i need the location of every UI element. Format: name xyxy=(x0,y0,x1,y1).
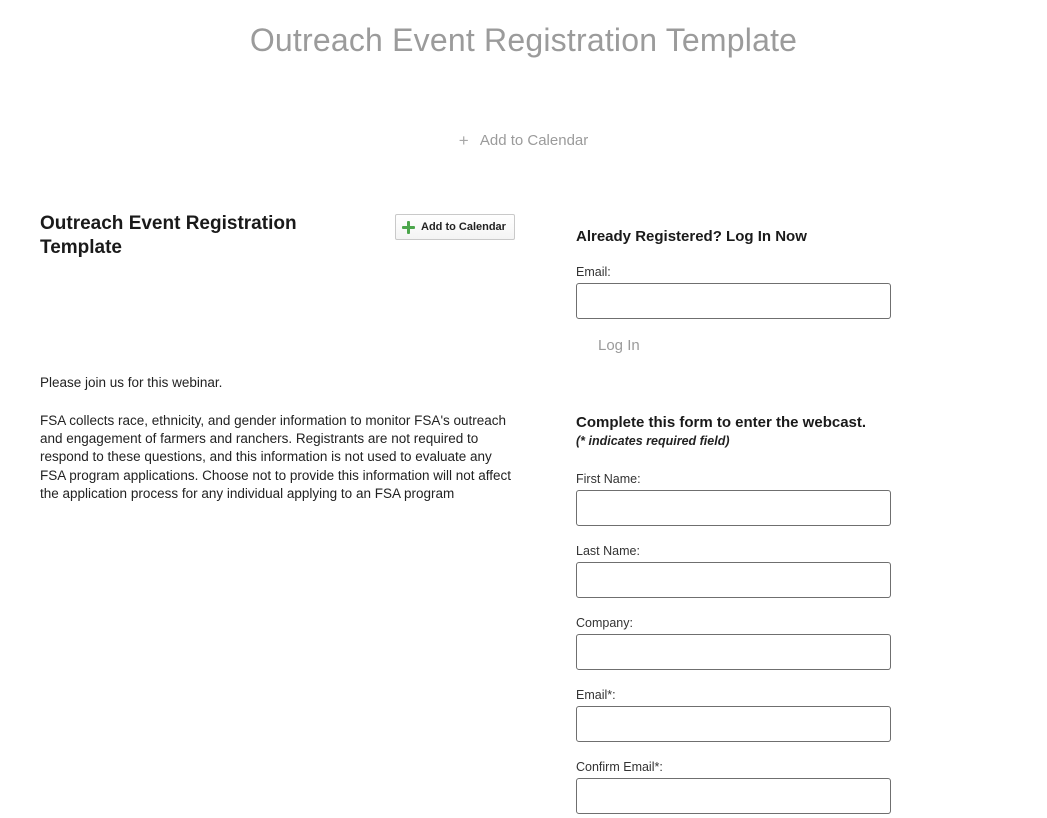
registration-form-subheading: (* indicates required field) xyxy=(576,434,730,448)
green-plus-icon xyxy=(402,221,415,234)
login-email-input[interactable] xyxy=(576,283,891,319)
company-label: Company: xyxy=(576,616,633,630)
registration-column xyxy=(576,228,906,814)
page-title: Outreach Event Registration Template xyxy=(249,22,798,58)
plus-icon: + xyxy=(458,131,469,150)
field-group-email xyxy=(576,688,906,742)
first-name-label: First Name: xyxy=(576,472,641,486)
field-group-first-name xyxy=(576,472,906,526)
confirm-email-label: Confirm Email*: xyxy=(576,760,663,774)
last-name-input[interactable] xyxy=(576,562,891,598)
email-input[interactable] xyxy=(576,706,891,742)
event-title: Outreach Event Registration Template xyxy=(40,213,297,259)
company-input[interactable] xyxy=(576,634,891,670)
confirm-email-input[interactable] xyxy=(576,778,891,814)
event-description-paragraph-2: FSA collects race, ethnicity, and gender information to monitor FSA's outreach and engagement of farmers and ranchers. Registrants are not required to respond to these questions, and this information is not used to evaluate any FSA program applications. Choose not to provide this information will not affect the application process for any individual applying to an FSA program xyxy=(40,412,511,501)
page-banner xyxy=(0,22,1047,59)
field-group-company xyxy=(576,616,906,670)
registration-form-heading: Complete this form to enter the webcast. xyxy=(576,414,867,431)
last-name-label: Last Name: xyxy=(576,544,640,558)
login-heading: Already Registered? Log In Now xyxy=(576,228,807,245)
log-in-button[interactable]: Log In xyxy=(596,333,642,358)
top-add-to-calendar-link[interactable] xyxy=(0,131,1047,151)
email-label: Email*: xyxy=(576,688,616,702)
field-group-last-name xyxy=(576,544,906,598)
first-name-input[interactable] xyxy=(576,490,891,526)
field-group-confirm-email xyxy=(576,760,906,814)
event-details-column xyxy=(40,212,530,503)
top-add-to-calendar-label: Add to Calendar xyxy=(479,132,589,149)
add-to-calendar-button-label: Add to Calendar xyxy=(421,221,506,233)
login-email-label: Email: xyxy=(576,265,611,279)
add-to-calendar-button[interactable] xyxy=(395,214,515,240)
event-description-paragraph-1: Please join us for this webinar. xyxy=(40,374,223,390)
